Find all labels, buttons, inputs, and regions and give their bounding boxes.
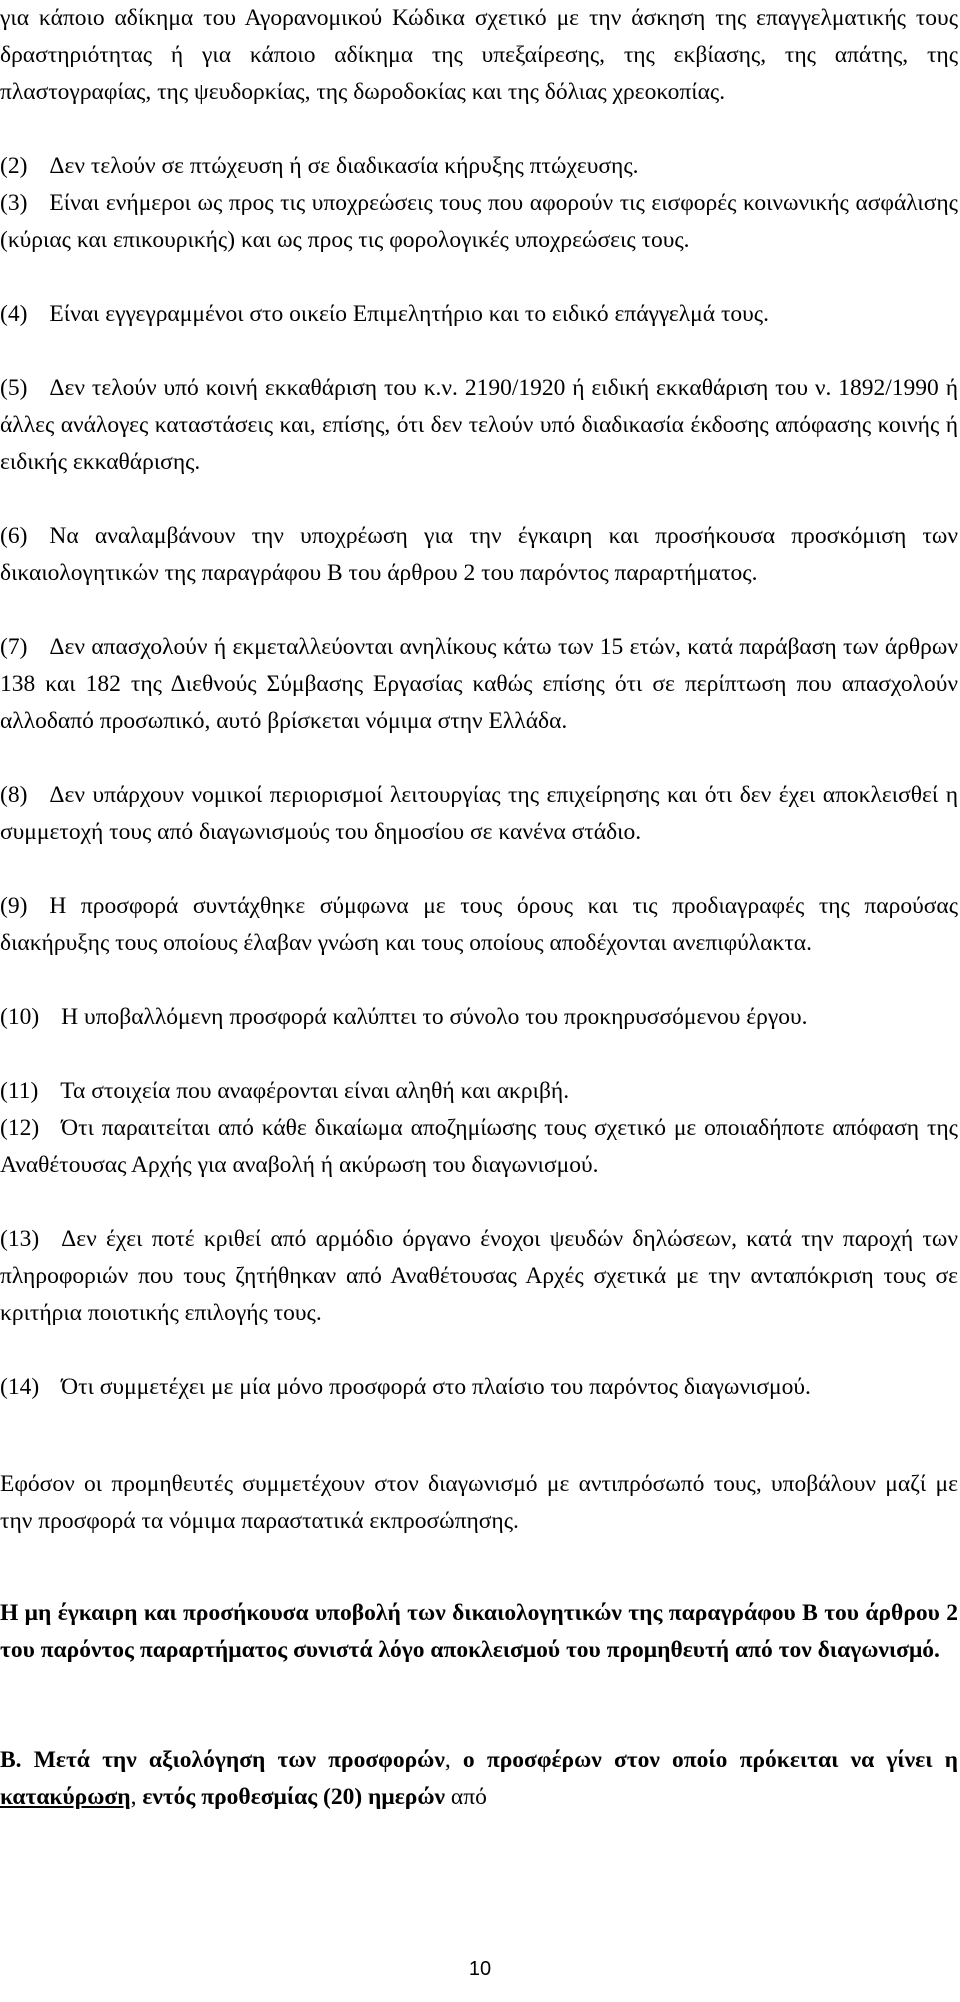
list-item: [0, 148, 958, 185]
item-number: (14): [0, 1374, 40, 1400]
item-text: Είναι εγγεγραμμένοι στο οικείο Επιμελητήριο και το ειδικό επάγγελμά τους.: [49, 301, 769, 327]
list-item: [0, 370, 958, 481]
item-number: (6): [0, 523, 28, 549]
list-item: [0, 1110, 958, 1184]
list-item: [0, 888, 958, 962]
item-text: Η προσφορά συντάχθηκε σύμφωνα με τους όρους και τις προδιαγραφές της παρούσας διακήρυξης τους οποίους έλαβαν γνώση και τους οποίους αποδέχονται ανεπιφύλακτα.: [0, 893, 958, 956]
section-b-text: ο προσφέρων στον οποίο πρόκειται να γίνει η: [462, 1747, 958, 1773]
item-text: Δεν τελούν υπό κοινή εκκαθάριση του κ.ν. 2190/1920 ή ειδική εκκαθάριση του ν. 1892/1990 ή άλλες ανάλογες καταστάσεις και, επίσης, ότι δεν τελούν υπό διαδικασία έκδοσης απόφασης κοινής ή ειδικής εκκαθάρισης.: [0, 375, 958, 475]
list-item: [0, 1369, 958, 1406]
list-item: [0, 1221, 958, 1332]
list-item: [0, 1073, 958, 1110]
item-number: (3): [0, 190, 28, 216]
section-b-deadline: εντός προθεσμίας (20) ημερών: [142, 1784, 446, 1810]
item-number: (5): [0, 375, 28, 401]
item-text: Είναι ενήμεροι ως προς τις υποχρεώσεις τους που αφορούν τις εισφορές κοινωνικής ασφάλισης (κύριας και επικουρικής) και ως προς τις φορολογικές υποχρεώσεις τους.: [0, 190, 958, 253]
item-text: Δεν απασχολούν ή εκμεταλλεύονται ανηλίκους κάτω των 15 ετών, κατά παράβαση των άρθρων 138 και 182 της Διεθνούς Σύμβασης Εργασίας καθώς επίσης ότι σε περίπτωση που απασχολούν αλλοδαπό προσωπικό, αυτό βρίσκεται νόμιμα στην Ελλάδα.: [0, 634, 958, 734]
section-b-separator: ,: [130, 1784, 143, 1810]
item-number: (4): [0, 301, 28, 327]
item-number: (7): [0, 634, 28, 660]
item-number: (11): [0, 1078, 39, 1104]
item-text: Η υποβαλλόμενη προσφορά καλύπτει το σύνολο του προκηρυσσόμενου έργου.: [61, 1004, 808, 1030]
item-number: (10): [0, 1004, 40, 1030]
section-b-paragraph: [0, 1742, 958, 1816]
list-item: [0, 185, 958, 259]
item-text: Ότι συμμετέχει με μία μόνο προσφορά στο πλαίσιο του παρόντος διαγωνισμού.: [61, 1374, 811, 1400]
exclusion-paragraph: Η μη έγκαιρη και προσήκουσα υποβολή των δικαιολογητικών της παραγράφου Β του άρθρου 2 του παρόντος παραρτήματος συνιστά λόγο αποκλεισμού του προμηθευτή από τον διαγωνισμό.: [0, 1600, 958, 1663]
item-number: (2): [0, 153, 28, 179]
item-text: Δεν έχει ποτέ κριθεί από αρμόδιο όργανο ένοχοι ψευδών δηλώσεων, κατά την παροχή των πληροφοριών που τους ζητήθηκαν από Αναθέτουσας Αρχές σχετικά με την ανταπόκριση τους σε κριτήρια ποιοτικής επιλογής τους.: [0, 1226, 958, 1326]
item-number: (8): [0, 782, 28, 808]
list-item: [0, 999, 958, 1036]
section-b-separator: ,: [444, 1747, 463, 1773]
item-number: (9): [0, 893, 28, 919]
list-item: [0, 296, 958, 333]
representatives-paragraph: Εφόσον οι προμηθευτές συμμετέχουν στον διαγωνισμό με αντιπρόσωπό τους, υποβάλουν μαζί με την προσφορά τα νόμιμα παραστατικά εκπροσώπησης.: [0, 1471, 958, 1534]
item-text: Δεν υπάρχουν νομικοί περιορισμοί λειτουργίας της επιχείρησης και ότι δεν έχει αποκλεισθεί η συμμετοχή τους από διαγωνισμούς του δημοσίου σε κανένα στάδιο.: [0, 782, 958, 845]
item-text: Δεν τελούν σε πτώχευση ή σε διαδικασία κήρυξης πτώχευσης.: [49, 153, 639, 179]
section-b-tail: από: [445, 1784, 487, 1810]
item-text: Να αναλαμβάνουν την υποχρέωση για την έγκαιρη και προσήκουσα προσκόμιση των δικαιολογητικών της παραγράφου Β του άρθρου 2 του παρόντος παραρτήματος.: [0, 523, 958, 586]
list-item: [0, 629, 958, 740]
item-text: Ότι παραιτείται από κάθε δικαίωμα αποζημίωσης τους σχετικό με οποιαδήποτε απόφαση της Αναθέτουσας Αρχής για αναβολή ή ακύρωση του διαγωνισμού.: [0, 1115, 958, 1178]
intro-paragraph: για κάποιο αδίκημα του Αγορανομικού Κώδικα σχετικό με την άσκηση της επαγγελματικής τους δραστηριότητας ή για κάποιο αδίκημα της υπεξαίρεσης, της εκβίασης, της απάτης, της πλαστογραφίας, της ψευδορκίας, της δωροδοκίας και της δόλιας χρεοκοπίας.: [0, 5, 958, 105]
section-b-heading: Β. Μετά την αξιολόγηση των προσφορών: [0, 1747, 445, 1773]
list-item: [0, 777, 958, 851]
item-text: Τα στοιχεία που αναφέρονται είναι αληθή και ακριβή.: [60, 1078, 570, 1104]
item-number: (12): [0, 1115, 40, 1141]
section-b-underlined: κατακύρωση: [0, 1784, 131, 1810]
item-number: (13): [0, 1226, 40, 1252]
page-number: 10: [468, 1958, 492, 1980]
list-item: [0, 518, 958, 592]
